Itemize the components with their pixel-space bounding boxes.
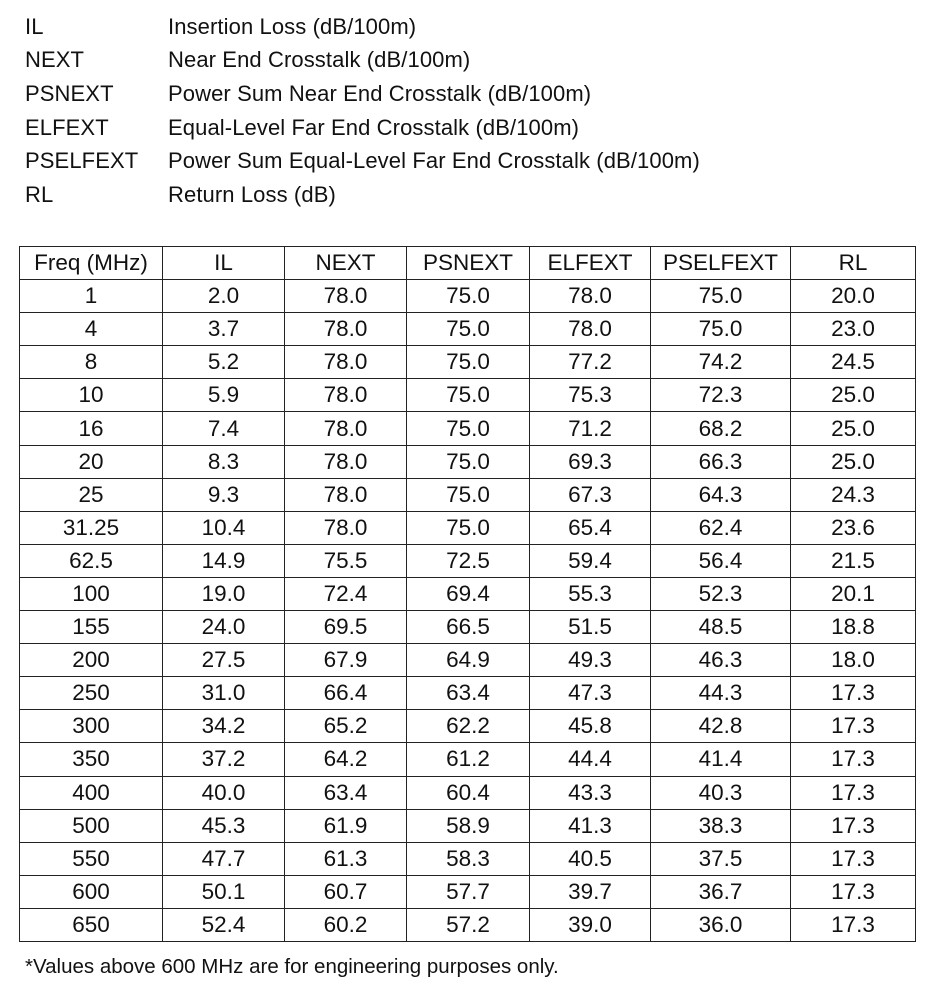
table-cell: 64.9 <box>407 644 530 677</box>
table-cell: 3.7 <box>163 313 285 346</box>
table-cell: 250 <box>20 677 163 710</box>
table-cell: 17.3 <box>791 809 916 842</box>
legend-desc: Equal-Level Far End Crosstalk (dB/100m) <box>168 114 580 140</box>
table-cell: 66.3 <box>651 445 791 478</box>
table-cell: 65.4 <box>530 511 651 544</box>
table-cell: 60.2 <box>285 908 407 941</box>
table-cell: 75.0 <box>407 478 530 511</box>
table-cell: 58.9 <box>407 809 530 842</box>
table-cell: 60.4 <box>407 776 530 809</box>
legend <box>25 10 905 212</box>
table-cell: 14.9 <box>163 544 285 577</box>
table-row <box>20 677 916 710</box>
legend-row-next <box>25 44 905 78</box>
table-cell: 24.5 <box>791 346 916 379</box>
table-row <box>20 842 916 875</box>
table-cell: 10 <box>20 379 163 412</box>
table-cell: 46.3 <box>651 644 791 677</box>
legend-desc: Power Sum Equal-Level Far End Crosstalk (dB/100m) <box>168 148 700 174</box>
table-cell: 39.0 <box>530 908 651 941</box>
performance-table <box>19 246 916 942</box>
legend-desc: Insertion Loss (dB/100m) <box>168 13 417 39</box>
table-row <box>20 379 916 412</box>
table-cell: 9.3 <box>163 478 285 511</box>
table-cell: 75.0 <box>651 280 791 313</box>
table-cell: 69.4 <box>407 577 530 610</box>
table-cell: 100 <box>20 577 163 610</box>
table-cell: 31.0 <box>163 677 285 710</box>
table-cell: 66.5 <box>407 611 530 644</box>
table-cell: 72.3 <box>651 379 791 412</box>
table-cell: 25.0 <box>791 412 916 445</box>
table-cell: 36.0 <box>651 908 791 941</box>
table-cell: 78.0 <box>285 511 407 544</box>
table-cell: 78.0 <box>285 280 407 313</box>
table-cell: 58.3 <box>407 842 530 875</box>
table-cell: 34.2 <box>163 710 285 743</box>
table-cell: 40.0 <box>163 776 285 809</box>
table-row <box>20 280 916 313</box>
table-cell: 41.3 <box>530 809 651 842</box>
table-cell: 44.4 <box>530 743 651 776</box>
legend-abbr: PSNEXT <box>25 80 114 106</box>
header-elfext: ELFEXT <box>530 247 651 280</box>
table-cell: 75.0 <box>407 511 530 544</box>
table-cell: 600 <box>20 875 163 908</box>
table-cell: 17.3 <box>791 710 916 743</box>
table-cell: 42.8 <box>651 710 791 743</box>
table-row <box>20 743 916 776</box>
table-cell: 17.3 <box>791 743 916 776</box>
table-cell: 61.3 <box>285 842 407 875</box>
table-cell: 72.5 <box>407 544 530 577</box>
table-cell: 75.0 <box>407 445 530 478</box>
table-row <box>20 710 916 743</box>
table-cell: 78.0 <box>285 313 407 346</box>
table-cell: 78.0 <box>285 379 407 412</box>
table-cell: 64.2 <box>285 743 407 776</box>
table-cell: 63.4 <box>285 776 407 809</box>
header-pselfext: PSELFEXT <box>651 247 791 280</box>
header-next: NEXT <box>285 247 407 280</box>
table-cell: 8 <box>20 346 163 379</box>
table-cell: 17.3 <box>791 776 916 809</box>
legend-desc: Power Sum Near End Crosstalk (dB/100m) <box>168 80 592 106</box>
table-cell: 4 <box>20 313 163 346</box>
table-row <box>20 809 916 842</box>
table-cell: 350 <box>20 743 163 776</box>
table-cell: 78.0 <box>285 346 407 379</box>
table-row <box>20 875 916 908</box>
table-row <box>20 776 916 809</box>
table-cell: 8.3 <box>163 445 285 478</box>
table-cell: 63.4 <box>407 677 530 710</box>
table-cell: 41.4 <box>651 743 791 776</box>
table-cell: 25.0 <box>791 445 916 478</box>
table-cell: 16 <box>20 412 163 445</box>
table-cell: 18.0 <box>791 644 916 677</box>
table-cell: 48.5 <box>651 611 791 644</box>
table-row <box>20 478 916 511</box>
table-cell: 10.4 <box>163 511 285 544</box>
table-cell: 21.5 <box>791 544 916 577</box>
legend-abbr: RL <box>25 181 54 207</box>
table-cell: 27.5 <box>163 644 285 677</box>
table-cell: 67.9 <box>285 644 407 677</box>
header-rl: RL <box>791 247 916 280</box>
table-cell: 650 <box>20 908 163 941</box>
table-cell: 75.0 <box>407 280 530 313</box>
legend-desc: Near End Crosstalk (dB/100m) <box>168 47 471 73</box>
table-row <box>20 577 916 610</box>
table-cell: 52.4 <box>163 908 285 941</box>
table-row <box>20 511 916 544</box>
legend-row-rl <box>25 178 905 212</box>
table-cell: 155 <box>20 611 163 644</box>
table-cell: 75.5 <box>285 544 407 577</box>
table-cell: 1 <box>20 280 163 313</box>
table-cell: 77.2 <box>530 346 651 379</box>
header-il: IL <box>163 247 285 280</box>
table-cell: 37.2 <box>163 743 285 776</box>
table-cell: 62.4 <box>651 511 791 544</box>
table-cell: 5.2 <box>163 346 285 379</box>
table-cell: 200 <box>20 644 163 677</box>
table-row <box>20 313 916 346</box>
table-cell: 2.0 <box>163 280 285 313</box>
table-cell: 68.2 <box>651 412 791 445</box>
table-cell: 36.7 <box>651 875 791 908</box>
table-header-row <box>20 247 916 280</box>
table-cell: 78.0 <box>530 313 651 346</box>
table-cell: 45.3 <box>163 809 285 842</box>
table-cell: 65.2 <box>285 710 407 743</box>
table-cell: 75.0 <box>407 346 530 379</box>
table-cell: 25.0 <box>791 379 916 412</box>
table-cell: 25 <box>20 478 163 511</box>
table-cell: 23.6 <box>791 511 916 544</box>
table-cell: 67.3 <box>530 478 651 511</box>
table-cell: 20.0 <box>791 280 916 313</box>
table-cell: 75.0 <box>407 379 530 412</box>
legend-row-elfext <box>25 111 905 145</box>
legend-row-pselfext <box>25 144 905 178</box>
table-cell: 61.2 <box>407 743 530 776</box>
table-cell: 38.3 <box>651 809 791 842</box>
table-body <box>20 280 916 942</box>
table-cell: 47.7 <box>163 842 285 875</box>
table-cell: 400 <box>20 776 163 809</box>
table-cell: 18.8 <box>791 611 916 644</box>
table-cell: 17.3 <box>791 875 916 908</box>
table-cell: 72.4 <box>285 577 407 610</box>
legend-abbr: ELFEXT <box>25 114 109 140</box>
table-row <box>20 346 916 379</box>
legend-row-psnext <box>25 77 905 111</box>
table-cell: 55.3 <box>530 577 651 610</box>
table-cell: 69.5 <box>285 611 407 644</box>
legend-abbr: IL <box>25 13 44 39</box>
legend-abbr: PSELFEXT <box>25 148 139 174</box>
table-cell: 56.4 <box>651 544 791 577</box>
table-cell: 74.2 <box>651 346 791 379</box>
table-cell: 75.3 <box>530 379 651 412</box>
footnote: *Values above 600 MHz are for engineering purposes only. <box>25 955 559 978</box>
header-freq: Freq (MHz) <box>20 247 163 280</box>
table-cell: 52.3 <box>651 577 791 610</box>
table-cell: 59.4 <box>530 544 651 577</box>
table-cell: 62.2 <box>407 710 530 743</box>
table-cell: 57.7 <box>407 875 530 908</box>
table-cell: 300 <box>20 710 163 743</box>
table-cell: 37.5 <box>651 842 791 875</box>
table-cell: 45.8 <box>530 710 651 743</box>
table-cell: 7.4 <box>163 412 285 445</box>
table-cell: 75.0 <box>407 313 530 346</box>
table-cell: 75.0 <box>407 412 530 445</box>
table-row <box>20 908 916 941</box>
table-cell: 20 <box>20 445 163 478</box>
table-cell: 60.7 <box>285 875 407 908</box>
table-cell: 40.5 <box>530 842 651 875</box>
table-cell: 17.3 <box>791 908 916 941</box>
table-row <box>20 412 916 445</box>
table-row <box>20 644 916 677</box>
table-cell: 40.3 <box>651 776 791 809</box>
table-cell: 550 <box>20 842 163 875</box>
table-cell: 61.9 <box>285 809 407 842</box>
table-cell: 23.0 <box>791 313 916 346</box>
table-cell: 62.5 <box>20 544 163 577</box>
table-cell: 24.0 <box>163 611 285 644</box>
table-cell: 43.3 <box>530 776 651 809</box>
table-cell: 51.5 <box>530 611 651 644</box>
header-psnext: PSNEXT <box>407 247 530 280</box>
table-cell: 47.3 <box>530 677 651 710</box>
table-cell: 19.0 <box>163 577 285 610</box>
legend-desc: Return Loss (dB) <box>168 181 336 207</box>
table-cell: 50.1 <box>163 875 285 908</box>
table-cell: 78.0 <box>530 280 651 313</box>
table-cell: 71.2 <box>530 412 651 445</box>
table-cell: 44.3 <box>651 677 791 710</box>
table-row <box>20 445 916 478</box>
table-cell: 20.1 <box>791 577 916 610</box>
table-cell: 31.25 <box>20 511 163 544</box>
table-row <box>20 611 916 644</box>
table-cell: 24.3 <box>791 478 916 511</box>
table-cell: 78.0 <box>285 445 407 478</box>
table-cell: 66.4 <box>285 677 407 710</box>
table-cell: 78.0 <box>285 412 407 445</box>
table-cell: 39.7 <box>530 875 651 908</box>
table-cell: 78.0 <box>285 478 407 511</box>
table-cell: 64.3 <box>651 478 791 511</box>
table-row <box>20 544 916 577</box>
table-cell: 17.3 <box>791 842 916 875</box>
table-cell: 75.0 <box>651 313 791 346</box>
table-cell: 69.3 <box>530 445 651 478</box>
table-cell: 57.2 <box>407 908 530 941</box>
legend-abbr: NEXT <box>25 47 85 73</box>
legend-row-il <box>25 10 905 44</box>
table-cell: 17.3 <box>791 677 916 710</box>
table-cell: 500 <box>20 809 163 842</box>
table-cell: 49.3 <box>530 644 651 677</box>
table-cell: 5.9 <box>163 379 285 412</box>
